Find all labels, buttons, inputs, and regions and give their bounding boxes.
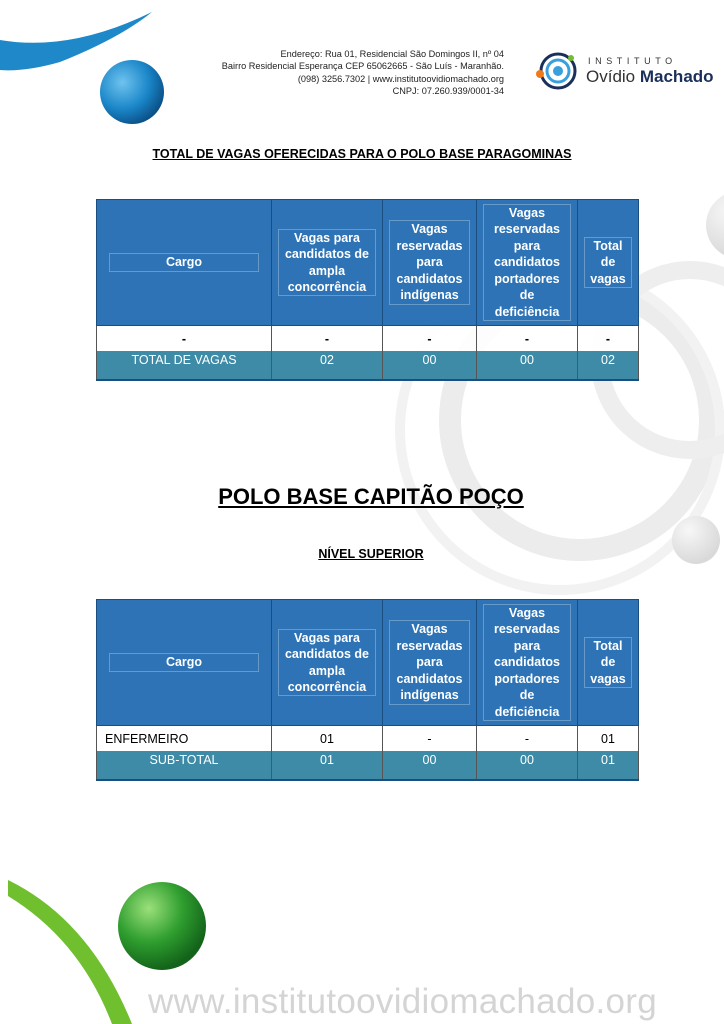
address-line-3: (098) 3256.7302 | www.institutoovidiomachado.org <box>297 73 504 84</box>
total-row <box>97 351 639 380</box>
subtotal-total: 01 <box>578 751 639 780</box>
cell-cargo: - <box>97 326 272 352</box>
table-header-row <box>97 600 639 726</box>
column-header-indigenas: Vagas reservadas para candidatos indígenas <box>383 600 477 726</box>
paragominas-table <box>96 199 639 381</box>
cell-deficiencia: - <box>477 726 578 752</box>
logo-name-light: Ovídio <box>586 67 640 86</box>
column-header-ampla: Vagas para candidatos de ampla concorrência <box>272 600 383 726</box>
table-row <box>97 726 639 752</box>
subtotal-deficiencia: 00 <box>477 751 578 780</box>
total-label: TOTAL DE VAGAS <box>97 351 272 380</box>
logo-name <box>586 67 714 87</box>
cell-ampla: - <box>272 326 383 352</box>
capitao-poco-title: POLO BASE CAPITÃO POÇO <box>218 484 524 509</box>
address-line-2: Bairro Residencial Esperança CEP 65062665 - São Luís - Maranhão. <box>221 61 504 72</box>
paragominas-title: TOTAL DE VAGAS OFERECIDAS PARA O POLO BASE PARAGOMINAS <box>152 147 572 161</box>
table-row <box>97 326 639 352</box>
cell-indigenas: - <box>383 726 477 752</box>
total-deficiencia: 00 <box>477 351 578 380</box>
total-ampla: 02 <box>272 351 383 380</box>
cell-ampla: 01 <box>272 726 383 752</box>
column-header-total: Total de vagas <box>578 600 639 726</box>
logo-name-bold: Machado <box>639 67 714 86</box>
address-line-1: Endereço: Rua 01, Residencial São Domingos II, nº 04 <box>280 49 504 59</box>
address-line-4: CNPJ: 07.260.939/0001-34 <box>392 86 504 97</box>
cell-cargo: ENFERMEIRO <box>97 726 272 752</box>
table-header-row <box>97 200 639 326</box>
column-header-deficiencia: Vagas reservadas para candidatos portadores de deficiência <box>477 600 578 726</box>
subtotal-row <box>97 751 639 780</box>
subtotal-indigenas: 00 <box>383 751 477 780</box>
capitao-poco-table <box>96 599 639 781</box>
column-header-cargo: Cargo <box>97 600 272 726</box>
cell-total: - <box>578 326 639 352</box>
column-header-ampla: Vagas para candidatos de ampla concorrência <box>272 200 383 326</box>
cell-deficiencia: - <box>477 326 578 352</box>
logo-mark-icon <box>526 50 582 92</box>
footer-website: www.institutoovidiomachado.org <box>148 982 657 1021</box>
nivel-superior-subtitle: NÍVEL SUPERIOR <box>318 547 424 561</box>
total-indigenas: 00 <box>383 351 477 380</box>
logo-top-word: INSTITUTO <box>588 56 677 66</box>
header-address <box>150 48 504 98</box>
subtotal-label: SUB-TOTAL <box>97 751 272 780</box>
total-total: 02 <box>578 351 639 380</box>
subtotal-ampla: 01 <box>272 751 383 780</box>
institute-logo <box>526 50 714 92</box>
column-header-deficiencia: Vagas reservadas para candidatos portadores de deficiência <box>477 200 578 326</box>
column-header-cargo: Cargo <box>97 200 272 326</box>
column-header-indigenas: Vagas reservadas para candidatos indígenas <box>383 200 477 326</box>
cell-indigenas: - <box>383 326 477 352</box>
column-header-total: Total de vagas <box>578 200 639 326</box>
cell-total: 01 <box>578 726 639 752</box>
